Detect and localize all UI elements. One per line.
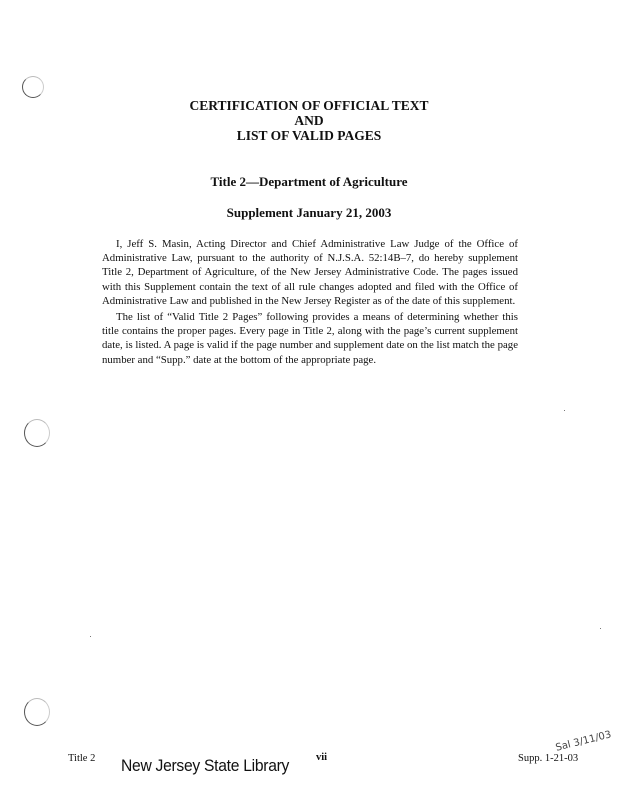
certification-paragraph: I, Jeff S. Masin, Acting Director and Chief Administrative Law Judge of the Office of Administrative Law, pursuant to the authority of N.J.S.A. 52:14B–7, do hereby supplement Title 2, Department of Agriculture, of the New Jersey Administrative Code. The pages issued with this Supplement contain the text of all rule changes adopted and filed with the Office of Administrative Law and published in the New Jersey Register as of the date of this supplement. [102,238,518,307]
valid-pages-paragraph: The list of “Valid Title 2 Pages” following provides a means of determining whether this title contains the proper pages. Every page in Title 2, along with the page’s current supplement date, is listed. A page is valid if the page number and supplement date on the list match the page number and “Supp.” date at the bottom of the appropriate page. [102,311,518,366]
scan-speck [90,636,91,637]
punch-hole-top [22,76,44,98]
scan-speck [564,410,565,411]
page-number: vii [316,752,328,763]
heading-line-1: CERTIFICATION OF OFFICIAL TEXT [189,98,429,113]
punch-hole-middle [24,419,50,447]
supplement-date: Supplement January 21, 2003 [226,205,392,220]
library-stamp: New Jersey State Library [121,756,290,775]
heading-line-2: AND [294,113,324,128]
supplement-footer: Supp. 1-21-03 [518,753,579,764]
heading-line-3: LIST OF VALID PAGES [236,128,382,143]
document-title: Title 2—Department of Agriculture [210,174,408,189]
certification-heading [0,98,618,143]
punch-hole-bottom [24,698,50,726]
handwritten-note: Sal 3/11/03 [554,729,613,754]
footer-title: Title 2 [68,753,96,764]
scan-speck [600,628,601,629]
